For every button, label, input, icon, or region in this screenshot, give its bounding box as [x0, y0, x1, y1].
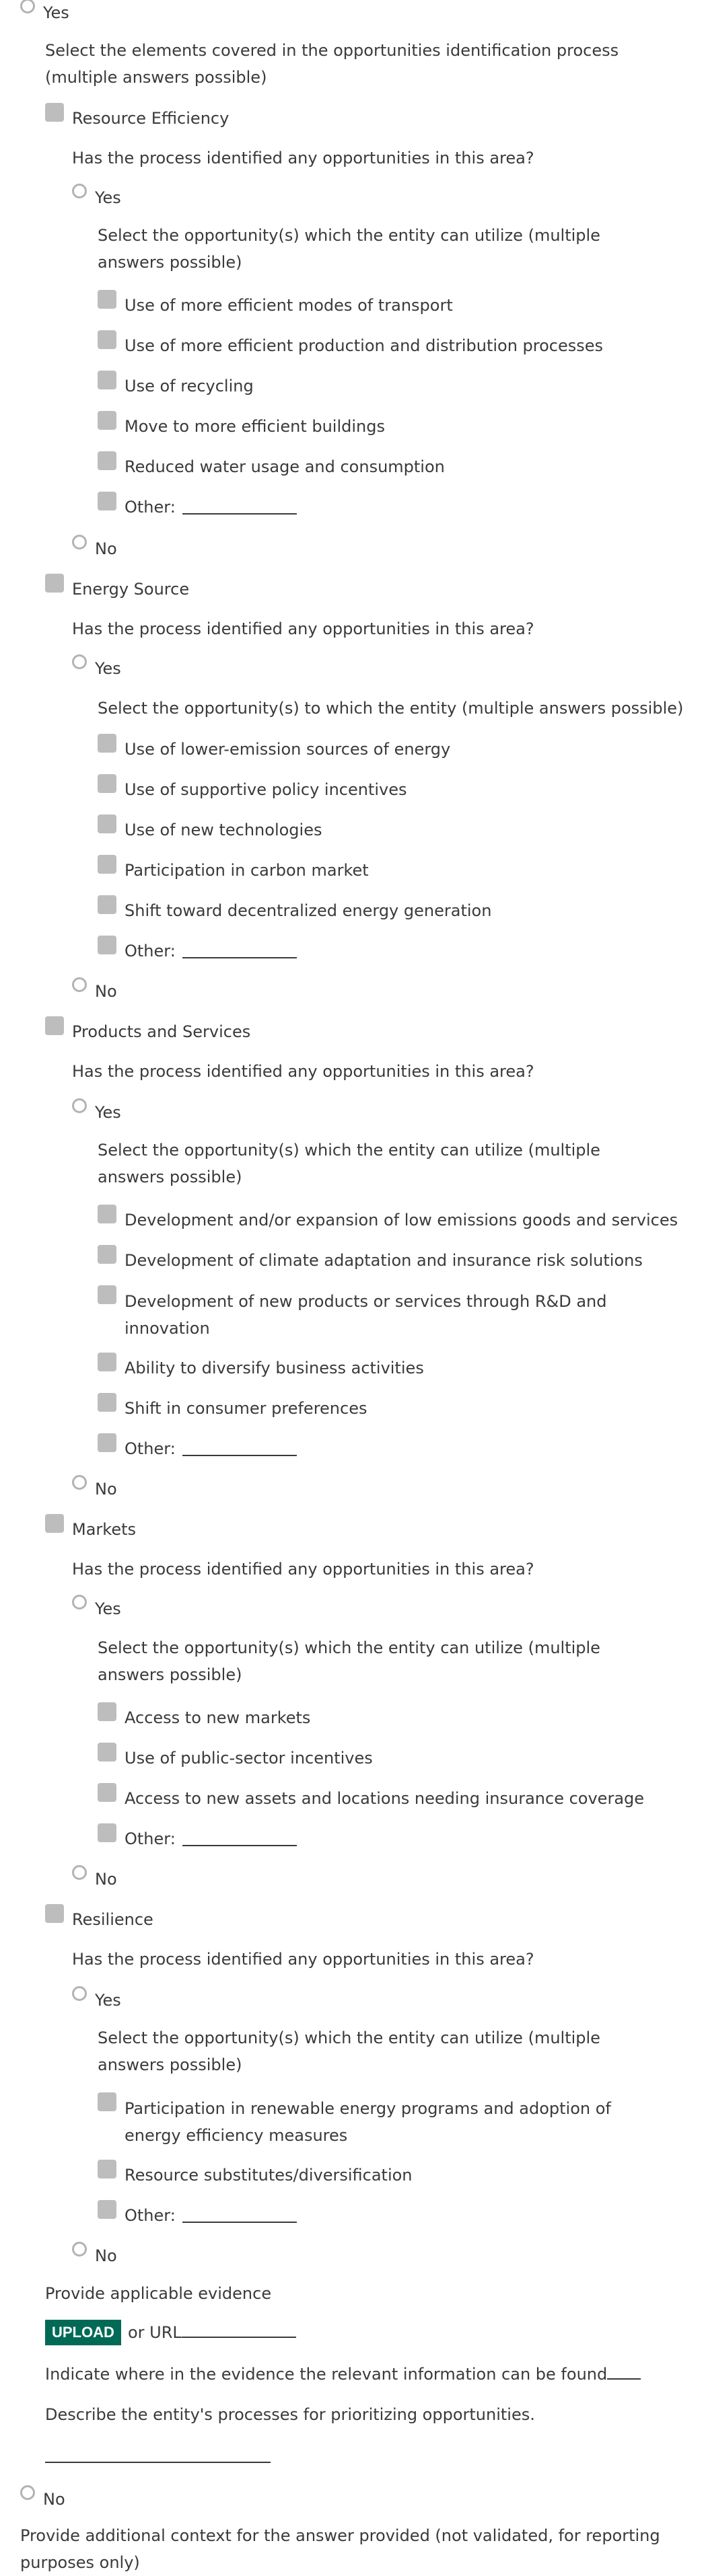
es-option[interactable]: Use of new technologies	[98, 817, 322, 843]
ps-yes-option[interactable]: Yes	[72, 1100, 121, 1125]
checkbox-icon[interactable]	[98, 290, 116, 309]
es-other[interactable]: Other:	[98, 938, 297, 964]
checkbox-icon[interactable]	[98, 734, 116, 753]
checkbox-icon[interactable]	[98, 855, 116, 874]
radio-icon[interactable]	[72, 654, 87, 669]
checkbox-icon[interactable]	[98, 1433, 116, 1452]
checkbox-resource-efficiency[interactable]: Resource Efficiency	[45, 106, 229, 131]
radio-icon[interactable]	[72, 1475, 87, 1490]
mk-no-option[interactable]: No	[72, 1866, 117, 1892]
radio-icon[interactable]	[72, 1865, 87, 1880]
mk-option[interactable]: Access to new assets and locations needing insurance coverage	[98, 1786, 644, 1811]
checkbox-icon[interactable]	[98, 774, 116, 793]
checkbox-icon[interactable]	[98, 1783, 116, 1802]
es-select-label: Select the opportunity(s) to which the entity (multiple answers possible)	[98, 699, 684, 718]
checkbox-energy-source[interactable]: Energy Source	[45, 576, 189, 602]
other-input[interactable]	[182, 1441, 297, 1456]
checkbox-icon[interactable]	[98, 815, 116, 833]
checkbox-icon[interactable]	[98, 2092, 116, 2111]
checkbox-icon[interactable]	[98, 371, 116, 389]
re-no-option[interactable]: No	[72, 536, 117, 562]
ps-option[interactable]: Development of new products or services through R&D and innovation	[98, 1288, 649, 1342]
checkbox-icon[interactable]	[98, 2200, 116, 2219]
checkbox-icon[interactable]	[98, 895, 116, 914]
checkbox-icon[interactable]	[98, 492, 116, 510]
describe-input[interactable]	[45, 2462, 271, 2463]
ps-option[interactable]: Development and/or expansion of low emissions goods and services	[98, 1207, 678, 1233]
checkbox-icon[interactable]	[98, 1823, 116, 1842]
es-option[interactable]: Shift toward decentralized energy generation	[98, 898, 491, 923]
other-input[interactable]	[182, 500, 297, 515]
re-option[interactable]: Use of recycling	[98, 373, 254, 399]
checkbox-icon[interactable]	[45, 1514, 64, 1533]
es-yes-option[interactable]: Yes	[72, 656, 121, 681]
rs-option[interactable]: Participation in renewable energy programs and adoption of energy efficiency measures	[98, 2095, 649, 2149]
radio-icon[interactable]	[72, 1986, 87, 2001]
checkbox-icon[interactable]	[98, 1743, 116, 1761]
other-input[interactable]	[182, 1831, 297, 1846]
location-input[interactable]	[607, 2365, 641, 2380]
ps-select-label: Select the opportunity(s) which the entity can utilize (multiple answers possible)	[98, 1141, 600, 1186]
checkbox-icon[interactable]	[98, 1393, 116, 1412]
checkbox-icon[interactable]	[98, 2160, 116, 2179]
has-process-question: Has the process identified any opportunities in this area?	[72, 1950, 534, 1969]
top-yes-option[interactable]: Yes	[20, 0, 69, 26]
has-process-question: Has the process identified any opportunities in this area?	[72, 1062, 534, 1081]
upload-button[interactable]: UPLOAD	[45, 2320, 121, 2345]
re-option[interactable]: Use of more efficient production and distribution processes	[98, 333, 603, 358]
ps-no-option[interactable]: No	[72, 1476, 117, 1502]
es-option[interactable]: Use of lower-emission sources of energy	[98, 736, 450, 762]
ps-option[interactable]: Ability to diversify business activities	[98, 1355, 424, 1381]
checkbox-icon[interactable]	[98, 1205, 116, 1223]
evidence-label: Provide applicable evidence	[45, 2284, 272, 2303]
es-no-option[interactable]: No	[72, 979, 117, 1004]
radio-icon[interactable]	[20, 2485, 35, 2500]
rs-other[interactable]: Other:	[98, 2203, 297, 2228]
rs-option[interactable]: Resource substitutes/diversification	[98, 2162, 413, 2188]
checkbox-markets[interactable]: Markets	[45, 1517, 136, 1542]
has-process-question: Has the process identified any opportunities in this area?	[72, 619, 534, 638]
re-option[interactable]: Use of more efficient modes of transport	[98, 293, 453, 318]
checkbox-icon[interactable]	[98, 1245, 116, 1264]
radio-icon[interactable]	[72, 1595, 87, 1609]
checkbox-products-services[interactable]: Products and Services	[45, 1019, 250, 1045]
ps-option[interactable]: Shift in consumer preferences	[98, 1396, 367, 1421]
mk-option[interactable]: Access to new markets	[98, 1705, 310, 1731]
or-url-label: or URL	[128, 2319, 296, 2346]
rs-yes-option[interactable]: Yes	[72, 1987, 121, 2013]
checkbox-icon[interactable]	[98, 411, 116, 430]
other-input[interactable]	[182, 2208, 297, 2223]
checkbox-icon[interactable]	[98, 1285, 116, 1304]
checkbox-resilience[interactable]: Resilience	[45, 1907, 153, 1932]
checkbox-icon[interactable]	[98, 1702, 116, 1721]
mk-option[interactable]: Use of public-sector incentives	[98, 1745, 373, 1771]
checkbox-icon[interactable]	[98, 451, 116, 470]
radio-icon[interactable]	[72, 2242, 87, 2257]
radio-icon[interactable]	[72, 535, 87, 550]
re-yes-option[interactable]: Yes	[72, 185, 121, 211]
es-option[interactable]: Use of supportive policy incentives	[98, 777, 407, 802]
checkbox-icon[interactable]	[45, 1016, 64, 1035]
ps-option[interactable]: Development of climate adaptation and insurance risk solutions	[98, 1248, 643, 1273]
rs-no-option[interactable]: No	[72, 2243, 117, 2269]
re-option[interactable]: Reduced water usage and consumption	[98, 454, 445, 480]
radio-icon[interactable]	[72, 977, 87, 992]
bottom-no-option[interactable]: No	[20, 2487, 65, 2512]
radio-icon[interactable]	[20, 0, 35, 13]
checkbox-icon[interactable]	[45, 1904, 64, 1923]
re-option[interactable]: Move to more efficient buildings	[98, 414, 385, 439]
has-process-question: Has the process identified any opportunities in this area?	[72, 149, 534, 167]
checkbox-icon[interactable]	[45, 574, 64, 593]
other-input[interactable]	[182, 944, 297, 958]
url-input[interactable]	[182, 2323, 296, 2338]
radio-icon[interactable]	[72, 1098, 87, 1113]
describe-label: Describe the entity's processes for prioritizing opportunities.	[45, 2405, 535, 2424]
re-select-label: Select the opportunity(s) which the entity can utilize (multiple answers possible)	[98, 226, 600, 272]
checkbox-icon[interactable]	[98, 330, 116, 349]
radio-icon[interactable]	[72, 184, 87, 198]
checkbox-icon[interactable]	[98, 936, 116, 954]
select-elements-label: Select the elements covered in the opportunities identification process (multiple answers possible)	[45, 41, 619, 87]
mk-other[interactable]: Other:	[98, 1826, 297, 1852]
checkbox-icon[interactable]	[98, 1353, 116, 1371]
re-other[interactable]: Other:	[98, 494, 297, 520]
ps-other[interactable]: Other:	[98, 1436, 297, 1462]
es-option[interactable]: Participation in carbon market	[98, 858, 369, 883]
rs-select-label: Select the opportunity(s) which the entity can utilize (multiple answers possible)	[98, 2029, 600, 2074]
mk-select-label: Select the opportunity(s) which the entity can utilize (multiple answers possible)	[98, 1638, 600, 1684]
mk-yes-option[interactable]: Yes	[72, 1596, 121, 1622]
checkbox-icon[interactable]	[45, 103, 64, 122]
context-label: Provide additional context for the answer provided (not validated, for reporting purposes only)	[20, 2526, 660, 2572]
has-process-question: Has the process identified any opportunities in this area?	[72, 1560, 534, 1579]
indicate-label: Indicate where in the evidence the relevant information can be found	[45, 2361, 641, 2388]
